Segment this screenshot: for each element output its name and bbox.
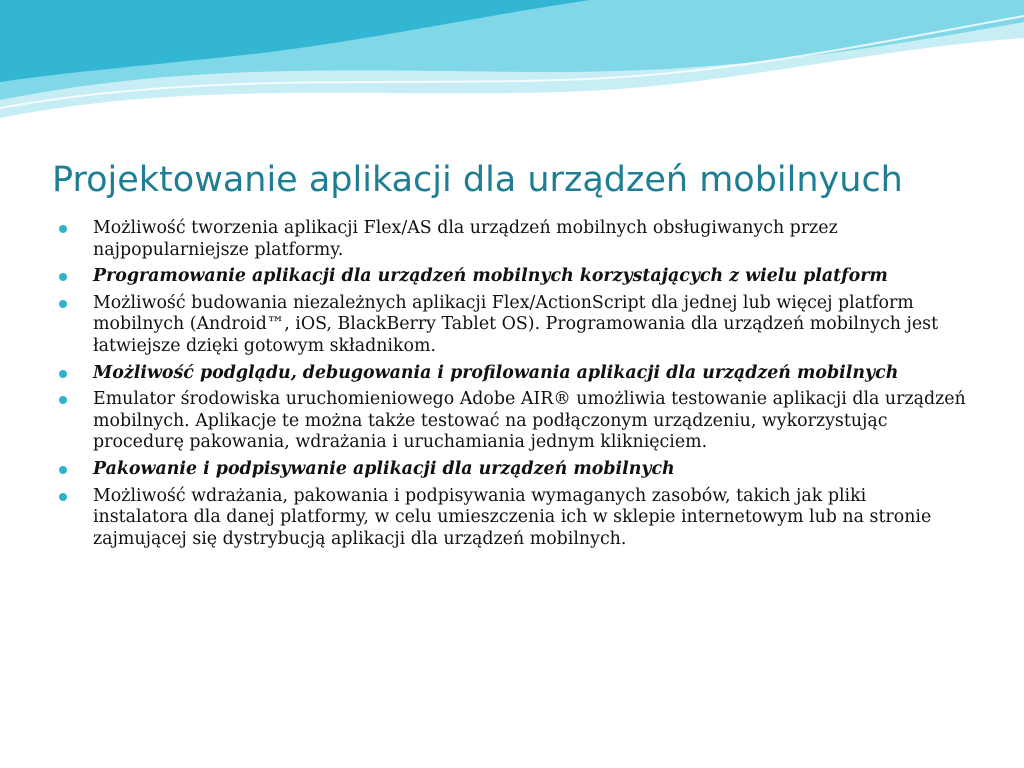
bullet-text: Możliwość tworzenia aplikacji Flex/AS dla urządzeń mobilnych obsługiwanych przez najpopularniejsze platformy. (93, 218, 838, 260)
bullet-text: Możliwość budowania niezależnych aplikacji Flex/ActionScript dla jednej lub więcej platform mobilnych (Android™, iOS, BlackBerry Tablet OS). Programowania dla urządzeń mobilnych jest łatwiejsze dzięki gotowym składnikom. (93, 292, 939, 356)
bullet-item (56, 486, 966, 551)
bullet-item (56, 389, 966, 454)
slide-title: Projektowanie aplikacji dla urządzeń mobilnyuch (52, 160, 903, 200)
bullet-text: Emulator środowiska uruchomieniowego Adobe AIR® umożliwia testowanie aplikacji dla urządzeń mobilnych. Aplikacje te można także testować na podłączonym urządzeniu, wykorzystując procedurę pakowania, wdrażania i uruchamiania jednym kliknięciem. (93, 389, 966, 453)
bullet-item (56, 218, 966, 261)
bullet-item (56, 266, 966, 288)
bullet-item (56, 363, 966, 385)
bullet-item (56, 459, 966, 481)
bullet-text: Możliwość wdrażania, pakowania i podpisywania wymaganych zasobów, takich jak pliki instalatora dla danej platformy, w celu umieszczenia ich w sklepie internetowym lub na stronie zajmującej się dystrybucją aplikacji dla urządzeń mobilnych. (93, 485, 932, 549)
bullet-text: Możliwość podglądu, debugowania i profilowania aplikacji dla urządzeń mobilnych (93, 362, 899, 383)
bullet-text: Pakowanie i podpisywanie aplikacji dla urządzeń mobilnych (93, 458, 675, 479)
bullet-list (56, 218, 966, 555)
bullet-text: Programowanie aplikacji dla urządzeń mobilnych korzystających z wielu platform (93, 266, 888, 287)
header-wave-decoration (0, 0, 1024, 130)
bullet-item (56, 293, 966, 358)
